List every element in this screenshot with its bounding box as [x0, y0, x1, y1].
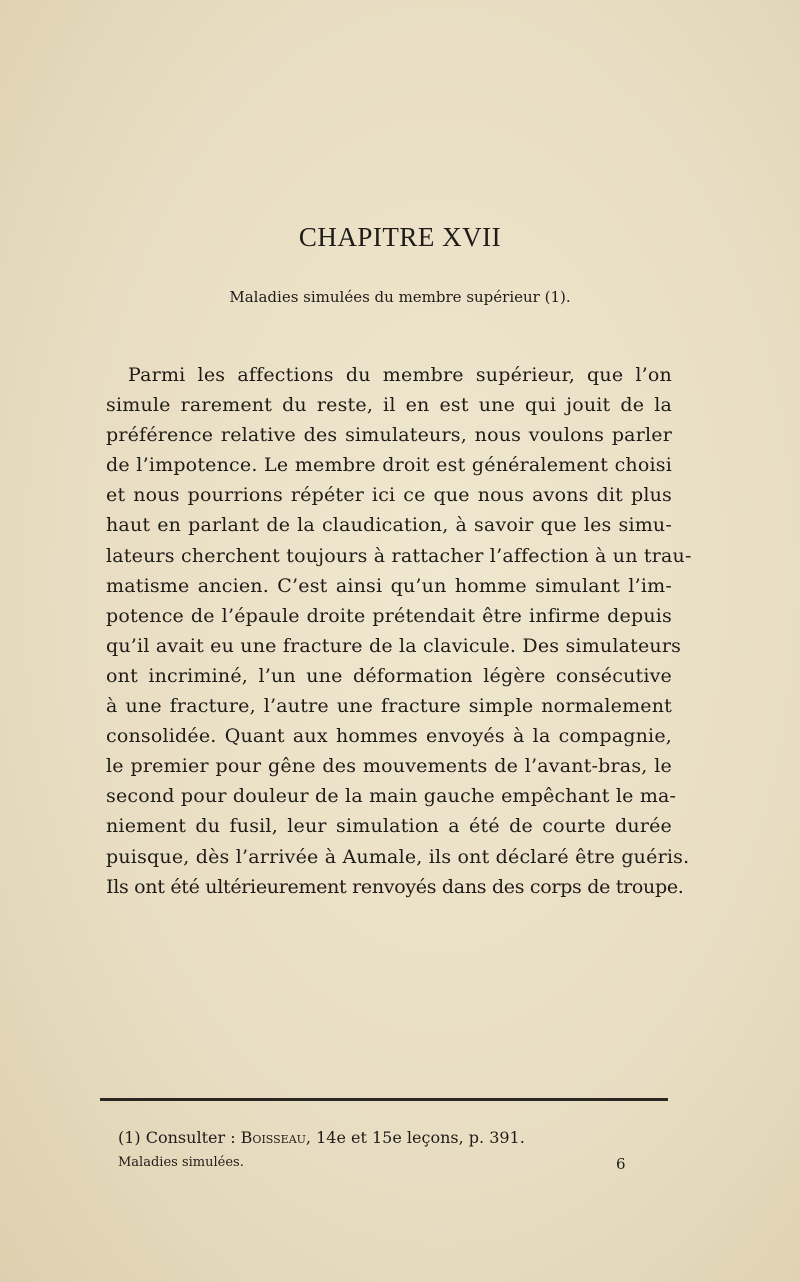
footnote-marker: (1) Consulter : — [118, 1128, 241, 1147]
text-line: matisme ancien. C’est ainsi qu’un homme simulant l’im- — [106, 574, 672, 597]
text-line: second pour douleur de la main gauche empêchant le ma- — [106, 785, 677, 808]
text-line: haut en parlant de la claudication, à savoir que les simu- — [106, 514, 672, 537]
footnote-author: Boisseau — [240, 1128, 306, 1147]
chapter-title: CHAPITRE XVII — [298, 222, 502, 252]
text-line: Ils ont été ultérieurement renvoyés dans des corps de troupe. — [106, 875, 684, 898]
text-line: à une fracture, l’autre une fracture simple normalement — [106, 695, 672, 718]
text-line: le premier pour gêne des mouvements de l’avant-bras, le — [106, 755, 672, 778]
text-line: potence de l’épaule droite prétendait être infirme depuis — [106, 604, 672, 627]
text-line: qu’il avait eu une fracture de la clavicule. Des simulateurs — [106, 634, 682, 657]
signature-mark: Maladies simulées. — [118, 1155, 244, 1170]
text-line: de l’impotence. Le membre droit est généralement choisi — [106, 454, 672, 477]
text-line: consolidée. Quant aux hommes envoyés à la compagnie, — [106, 725, 672, 748]
text-line: ont incriminé, l’un une déformation légère consécutive — [106, 664, 672, 687]
text-line: niement du fusil, leur simulation a été de courte durée — [106, 815, 672, 838]
footnote-reference: , 14e et 15e leçons, p. 391. — [305, 1128, 525, 1147]
chapter-subtitle: Maladies simulées du membre supérieur (1). — [229, 288, 571, 306]
footnote — [118, 1128, 525, 1147]
text-line: puisque, dès l’arrivée à Aumale, ils ont déclaré être guéris. — [106, 845, 690, 868]
text-line: préférence relative des simulateurs, nous voulons parler — [106, 424, 672, 447]
body-paragraph — [106, 360, 692, 902]
signature-number: 6 — [616, 1155, 626, 1173]
text-line: Parmi les affections du membre supérieur, que l’on — [128, 364, 672, 386]
footnote-rule — [100, 1098, 668, 1101]
text-line: et nous pourrions répéter ici ce que nous avons dit plus — [106, 484, 672, 507]
text-line: lateurs cherchent toujours à rattacher l’affection à un trau- — [106, 544, 692, 567]
text-line: simule rarement du reste, il en est une qui jouit de la — [106, 394, 672, 417]
